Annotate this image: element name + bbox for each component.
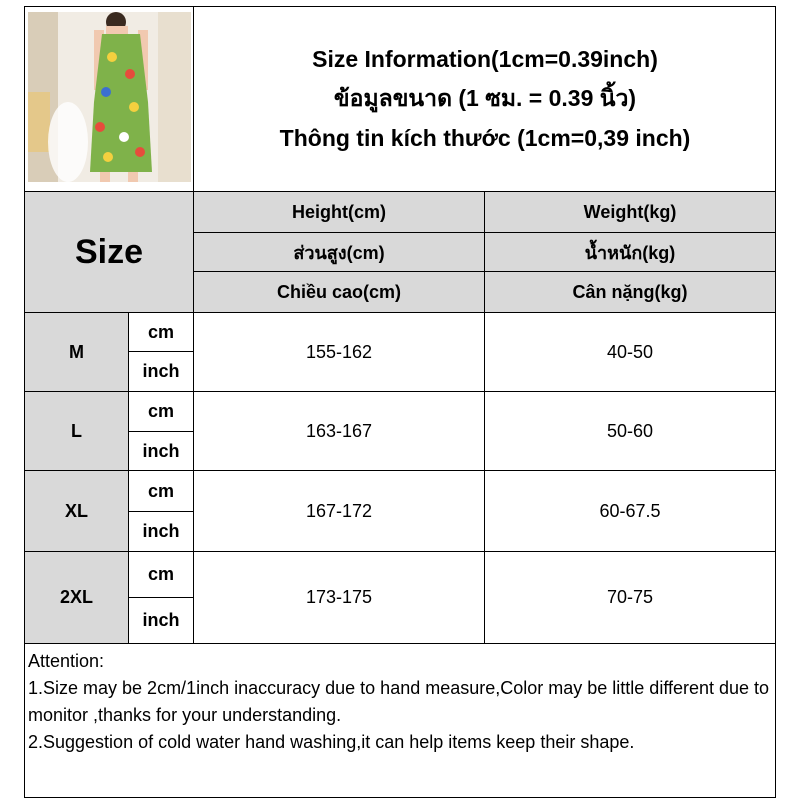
weight-value-xl-text: 60-67.5 xyxy=(599,500,661,521)
weight-value-l xyxy=(485,392,775,470)
size-header-cell xyxy=(25,192,193,312)
height-value-xl xyxy=(194,471,484,551)
info-line-english: Size Information(1cm=0.39inch) xyxy=(312,46,658,72)
dress-image-icon xyxy=(28,12,191,182)
grid-line xyxy=(128,511,193,512)
grid-line xyxy=(128,431,193,432)
weight-value-l-text: 50-60 xyxy=(606,420,654,441)
unit-inch-xl xyxy=(129,512,193,551)
height-value-l xyxy=(194,392,484,470)
grid-line xyxy=(128,351,193,352)
grid-line xyxy=(484,192,485,643)
unit-cm-2xl xyxy=(129,552,193,597)
size-label-2xl: 2XL xyxy=(59,587,93,607)
unit-inch-m-label: inch xyxy=(142,361,180,381)
weight-value-m xyxy=(485,313,775,391)
height-header-th-label: ส่วนสูง(cm) xyxy=(293,242,385,263)
height-header-vi xyxy=(194,272,484,312)
height-header-vi-label: Chiều cao(cm) xyxy=(276,281,402,302)
size-cell-xl xyxy=(25,471,128,551)
height-header-th xyxy=(194,233,484,271)
size-label-l: L xyxy=(71,420,82,441)
grid-line xyxy=(128,597,193,598)
unit-inch-xl-label: inch xyxy=(142,521,180,541)
unit-inch-l xyxy=(129,432,193,470)
height-header-en-label: Height(cm) xyxy=(292,201,386,222)
size-cell-l xyxy=(25,392,128,470)
grid-line xyxy=(193,232,776,233)
grid-line xyxy=(24,391,776,392)
info-line-thai: ข้อมูลขนาด (1 ซม. = 0.39 นิ้ว) xyxy=(333,85,637,111)
size-info-heading xyxy=(196,8,774,190)
height-value-m-text: 155-162 xyxy=(305,341,373,362)
unit-inch-m xyxy=(129,352,193,391)
grid-line xyxy=(24,470,776,471)
grid-line xyxy=(24,551,776,552)
size-cell-2xl xyxy=(25,552,128,643)
weight-header-en-label: Weight(kg) xyxy=(583,201,677,222)
height-value-2xl xyxy=(194,552,484,643)
grid-line xyxy=(193,6,194,643)
grid-line xyxy=(24,643,776,644)
unit-inch-2xl-label: inch xyxy=(142,610,180,630)
height-value-2xl-text: 173-175 xyxy=(305,587,373,607)
unit-cm-xl xyxy=(129,471,193,511)
weight-value-m-text: 40-50 xyxy=(606,341,654,362)
size-label-m: M xyxy=(69,341,84,362)
attention-title: Attention: xyxy=(28,651,105,671)
attention-item-2: 2.Suggestion of cold water hand washing,it can help items keep their shape. xyxy=(28,732,635,752)
weight-header-vi xyxy=(485,272,775,312)
info-line-vietnamese: Thông tin kích thước (1cm=0,39 inch) xyxy=(279,125,691,151)
grid-line xyxy=(24,191,776,192)
height-value-l-text: 163-167 xyxy=(305,420,373,441)
weight-value-2xl xyxy=(485,552,775,643)
unit-cm-xl-label: cm xyxy=(147,480,174,501)
weight-value-2xl-text: 70-75 xyxy=(606,587,654,607)
weight-header-en xyxy=(485,192,775,232)
product-photo xyxy=(28,12,191,182)
unit-inch-l-label: inch xyxy=(142,440,180,461)
grid-line xyxy=(128,312,129,643)
size-header-label: Size xyxy=(74,232,144,271)
weight-header-th-label: น้ำหนัก(kg) xyxy=(584,242,676,263)
unit-cm-2xl-label: cm xyxy=(147,564,174,584)
grid-line xyxy=(24,312,776,313)
unit-cm-l xyxy=(129,392,193,431)
grid-line xyxy=(193,271,776,272)
weight-header-th xyxy=(485,233,775,271)
size-label-xl: XL xyxy=(64,500,88,521)
weight-header-vi-label: Cân nặng(kg) xyxy=(572,281,688,302)
unit-inch-2xl xyxy=(129,598,193,643)
unit-cm-l-label: cm xyxy=(147,401,174,421)
height-header-en xyxy=(194,192,484,232)
unit-cm-m xyxy=(129,313,193,351)
height-value-xl-text: 167-172 xyxy=(305,500,373,521)
size-cell-m xyxy=(25,313,128,391)
height-value-m xyxy=(194,313,484,391)
unit-cm-m-label: cm xyxy=(147,321,174,342)
attention-item-1: 1.Size may be 2cm/1inch inaccuracy due to hand measure,Color may be little different due to monitor ,thanks for your understanding. xyxy=(28,678,770,725)
weight-value-xl xyxy=(485,471,775,551)
attention-notes xyxy=(28,648,773,756)
